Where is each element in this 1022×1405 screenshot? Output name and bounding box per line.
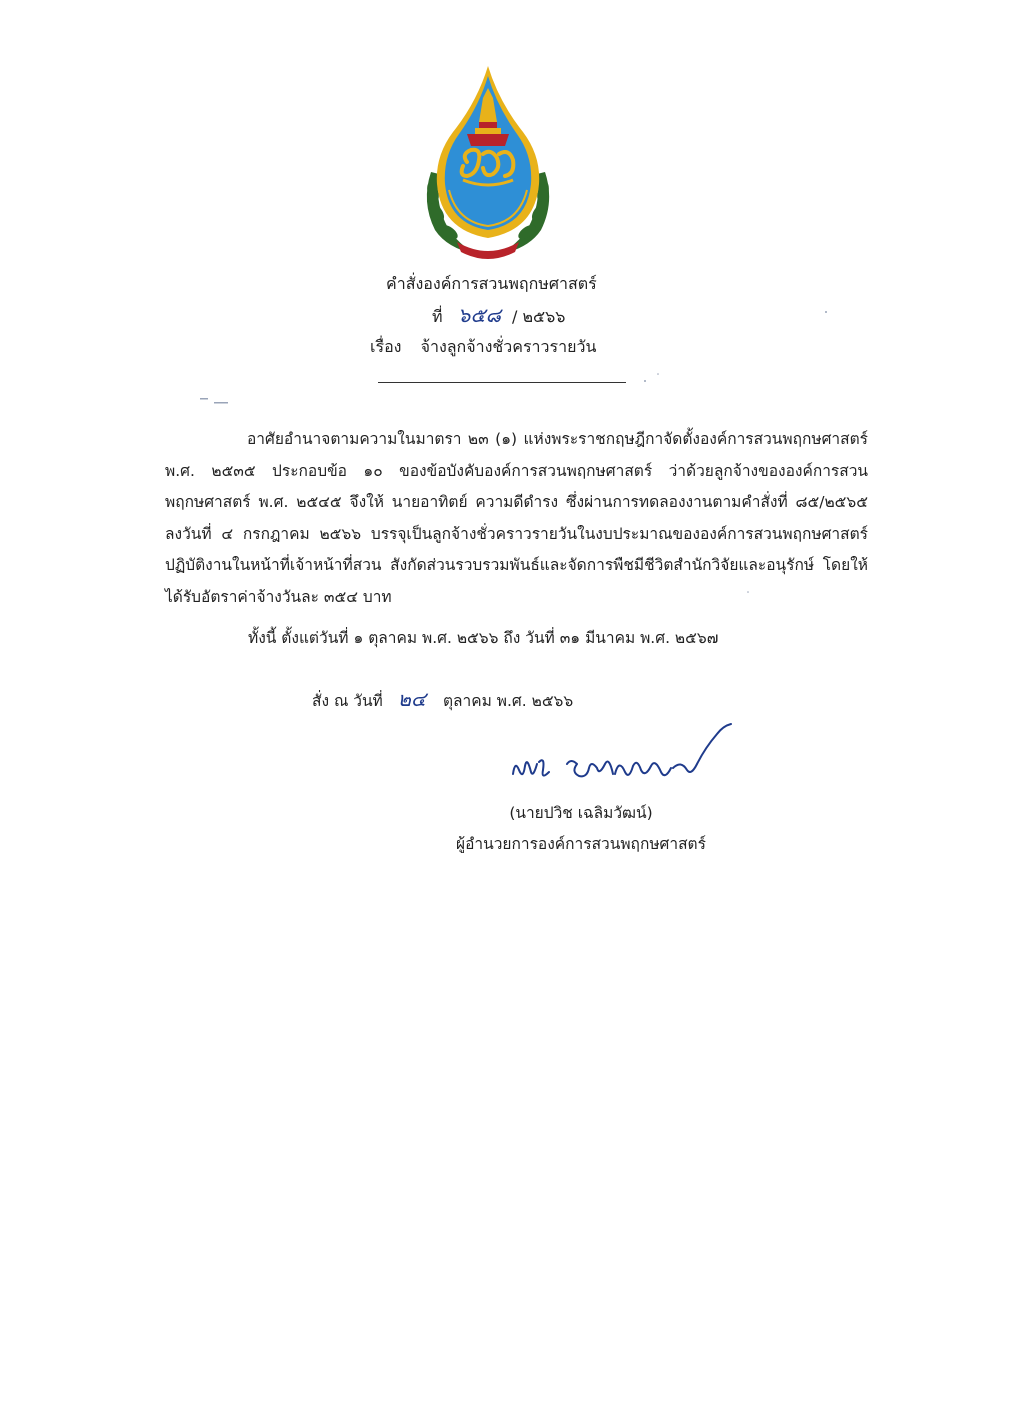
order-number [432,304,565,328]
order-date-prefix: สั่ง ณ วันที่ [312,692,383,710]
signer-name: (นายปวิช เฉลิมวัฒน์) [509,804,653,822]
signer-position: ผู้อำนวยการองค์การสวนพฤกษศาสตร์ [456,835,706,853]
body-paragraph-1: อาศัยอำนาจตามความในมาตรา ๒๓ (๑) แห่งพระราชกฤษฎีกาจัดตั้งองค์การสวนพฤกษศาสตร์ พ.ศ. ๒๕๓๕ ประกอบข้อ ๑๐ ของข้อบังคับองค์การสวนพฤกษศาสตร์ ว่าด้วยลูกจ้างขององค์การสวนพฤกษศาสตร์ พ.ศ. ๒๕๔๕ จึงให้ นายอาทิตย์ ความดีดำรง ซึ่งผ่านการทดลองงานตามคำสั่งที่ ๘๕/๒๕๖๕ ลงวันที่ ๔ กรกฎาคม ๒๕๖๖ บรรจุเป็นลูกจ้างชั่วคราวรายวันในงบประมาณขององค์การสวนพฤกษศาสตร์ ปฏิบัติงานในหน้าที่เจ้าหน้าที่สวน สังกัดส่วนรวบรวมพันธ์และจัดการพืชมีชีวิตสำนักวิจัยและอนุรักษ์ โดยให้ได้รับอัตราค่าจ้างวันละ ๓๕๔ บาท [165,430,868,606]
subject-label: เรื่อง [370,337,402,356]
order-date-day-handwritten: ๒๔ [397,687,427,711]
body-paragraph-2: ทั้งนี้ ตั้งแต่วันที่ ๑ ตุลาคม พ.ศ. ๒๕๖๖ ถึง วันที่ ๓๑ มีนาคม พ.ศ. ๒๕๖๗ [248,629,719,647]
order-date-month-year: ตุลาคม พ.ศ. ๒๕๖๖ [442,692,574,710]
order-subject [370,336,596,358]
order-number-prefix: ที่ [432,307,443,326]
order-body [165,424,868,613]
order-number-handwritten: ๖๕๘ [457,303,501,327]
handwritten-signature [505,720,737,790]
order-title: คำสั่งองค์การสวนพฤกษศาสตร์ [386,274,597,293]
header-divider [378,382,626,383]
organization-emblem-icon [417,62,559,260]
subject-text: จ้างลูกจ้างชั่วคราวรายวัน [420,337,597,356]
order-number-year: / ๒๕๖๖ [512,307,566,326]
order-date [312,688,573,712]
signer-block [448,798,714,860]
